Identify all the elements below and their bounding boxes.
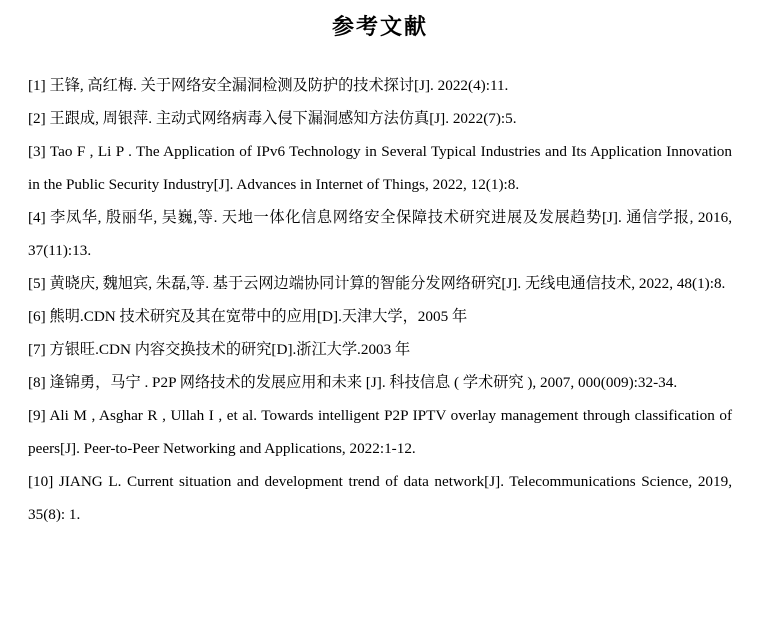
reference-text: 李凤华, 殷丽华, 吴巍,等. 天地一体化信息网络安全保障技术研究进展及发展趋势[J]. 通信学报, 2016, 37(11):13. xyxy=(28,209,733,260)
reference-entry xyxy=(28,465,732,531)
reference-text: 逢锦勇，马宁 . P2P 网络技术的发展应用和未来 [J]. 科技信息 ( 学术研究 ), 2007, 000(009):32-34. xyxy=(49,374,678,392)
reference-label: [5] xyxy=(28,275,46,293)
reference-text: 王跟成, 周银萍. 主动式网络病毒入侵下漏洞感知方法仿真[J]. 2022(7):5. xyxy=(49,110,517,128)
reference-entry xyxy=(28,366,732,399)
reference-text: 熊明.CDN 技术研究及其在宽带中的应用[D].天津大学，2005 年 xyxy=(49,308,468,326)
reference-entry xyxy=(28,69,732,102)
reference-text: Ali M , Asghar R , Ullah I , et al. Towards intelligent P2P IPTV overlay management through classification of peers[J]. Peer-to-Peer Networking and Applications, 2022:1-12. xyxy=(28,407,732,458)
reference-text: 黄晓庆, 魏旭宾, 朱磊,等. 基于云网边端协同计算的智能分发网络研究[J]. 无线电通信技术, 2022, 48(1):8. xyxy=(49,275,726,293)
reference-label: [9] xyxy=(28,407,46,425)
reference-text: 王锋, 高红梅. 关于网络安全漏洞检测及防护的技术探讨[J]. 2022(4):11. xyxy=(49,77,509,95)
reference-text: Tao F , Li P . The Application of IPv6 Technology in Several Typical Industries and Its Application Innovation in the Public Security Industry[J]. Advances in Internet of Things, 2022, 12(1):8. xyxy=(28,143,732,194)
reference-label: [6] xyxy=(28,308,46,326)
reference-label: [2] xyxy=(28,110,46,128)
page-title: 参考文献 xyxy=(331,14,428,39)
reference-label: [1] xyxy=(28,77,46,95)
reference-entry xyxy=(28,267,732,300)
reference-label: [3] xyxy=(28,143,46,161)
reference-entry xyxy=(28,201,732,267)
reference-label: [7] xyxy=(28,341,46,359)
reference-label: [8] xyxy=(28,374,46,392)
reference-label: [4] xyxy=(28,209,46,227)
reference-entry xyxy=(28,102,732,135)
reference-entry xyxy=(28,399,732,465)
reference-text: JIANG L. Current situation and development trend of data network[J]. Telecommunications Science, 2019, 35(8): 1. xyxy=(28,473,732,524)
reference-entry xyxy=(28,333,732,366)
reference-text: 方银旺.CDN 内容交换技术的研究[D].浙江大学.2003 年 xyxy=(49,341,411,359)
reference-label: [10] xyxy=(28,473,54,491)
reference-list xyxy=(28,40,732,531)
reference-entry xyxy=(28,135,732,201)
reference-entry xyxy=(28,300,732,333)
